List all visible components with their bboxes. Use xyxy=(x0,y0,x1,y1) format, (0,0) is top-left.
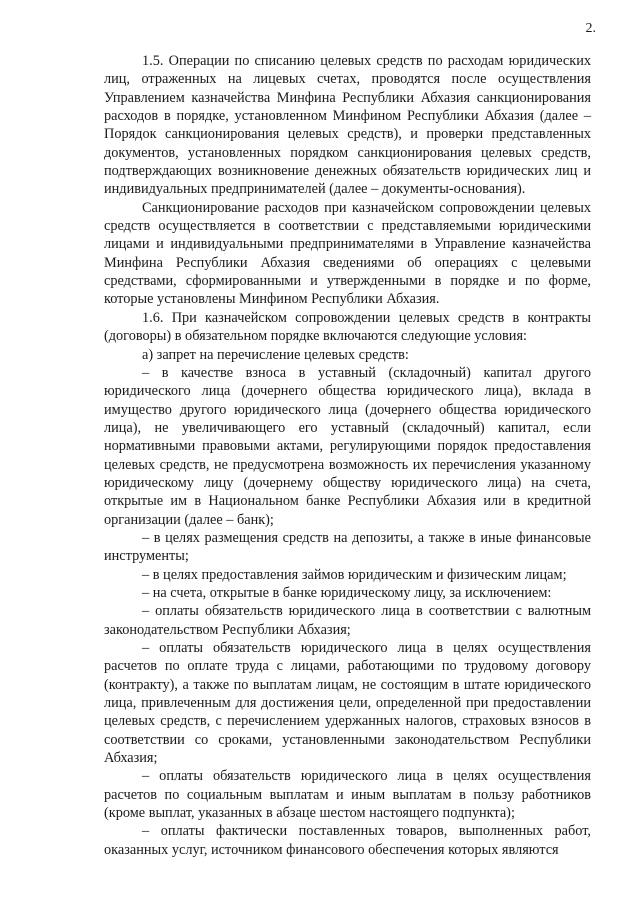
list-item: – оплаты обязательств юридического лица в соответствии с валютным законодательством Республики Абхазия; xyxy=(104,603,591,638)
list-item: – на счета, открытые в банке юридическому лицу, за исключением: xyxy=(142,584,552,601)
page-number: 2. xyxy=(585,21,596,36)
paragraph-sanction: Санкционирование расходов при казначейском сопровождении целевых средств осуществляется в соответствии с представляемыми юридическими лицами и индивидуальными предпринимателями в Управление казначейства Минфина Республики Абхазия сведениями об операциях с целевыми средствами, сформированными и утвержденными в порядке и по форме, которые установлены Минфином Республики Абхазия. xyxy=(104,199,591,308)
list-item: – оплаты обязательств юридического лица в целях осуществления расчетов по социальным выплатам и иным выплатам в пользу работников (кроме выплат, указанных в абзаце шестом настоящего подпункта); xyxy=(104,768,591,822)
list-item: – оплаты фактически поставленных товаров, выполненных работ, оказанных услуг, источником финансового обеспечения которых являются xyxy=(104,823,591,858)
list-item: – в качестве взноса в уставный (складочный) капитал другого юридического лица (дочернего общества юридического лица), вклада в имущество другого юридического лица (дочернего общества юридического лица), не увеличивающего его уставный (складочный) капитал, если нормативными правовыми актами, регулирующими порядок предоставления целевых средств, не предусмотрена возможность их перечисления указанному юридическому лицу (дочернему обществу юридического лица) на счета, открытые им в Национальном банке Республики Абхазия или в кредитной организации (далее – банк); xyxy=(104,364,591,528)
list-item: – оплаты обязательств юридического лица в целях осуществления расчетов по оплате труда с лицами, работающими по трудовому договору (контракту), а также по выплатам лицам, не состоящим в штате юридического лица, привлеченным для достижения цели, определенной при предоставлении целевых средств, с перечислением удержанных налогов, страховых взносов в соответствии со сроками, установленными законодательством Республики Абхазия; xyxy=(104,640,591,767)
paragraph-a: а) запрет на перечисление целевых средств: xyxy=(142,346,409,363)
list-item: – в целях размещения средств на депозиты, а также в иные финансовые инструменты; xyxy=(104,529,591,565)
document-body xyxy=(104,52,591,859)
paragraph-1-6: 1.6. При казначейском сопровождении целевых средств в контракты (договоры) в обязательном порядке включаются следующие условия: xyxy=(104,309,591,345)
paragraph-1-5: 1.5. Операции по списанию целевых средств по расходам юридических лиц, отраженных на лицевых счетах, проводятся после осуществления Управлением казначейства Минфина Республики Абхазия санкционирования расходов в порядке, установленном Минфином Республики Абхазия (далее – Порядок санкционирования целевых средств), и проверки представленных документов, установленных порядком санкционирования целевых средств, подтверждающих возникновение денежных обязательств юридических лиц и индивидуальных предпринимателей (далее – документы-основания). xyxy=(104,53,591,198)
list-item: – в целях предоставления займов юридическим и физическим лицам; xyxy=(142,566,567,583)
